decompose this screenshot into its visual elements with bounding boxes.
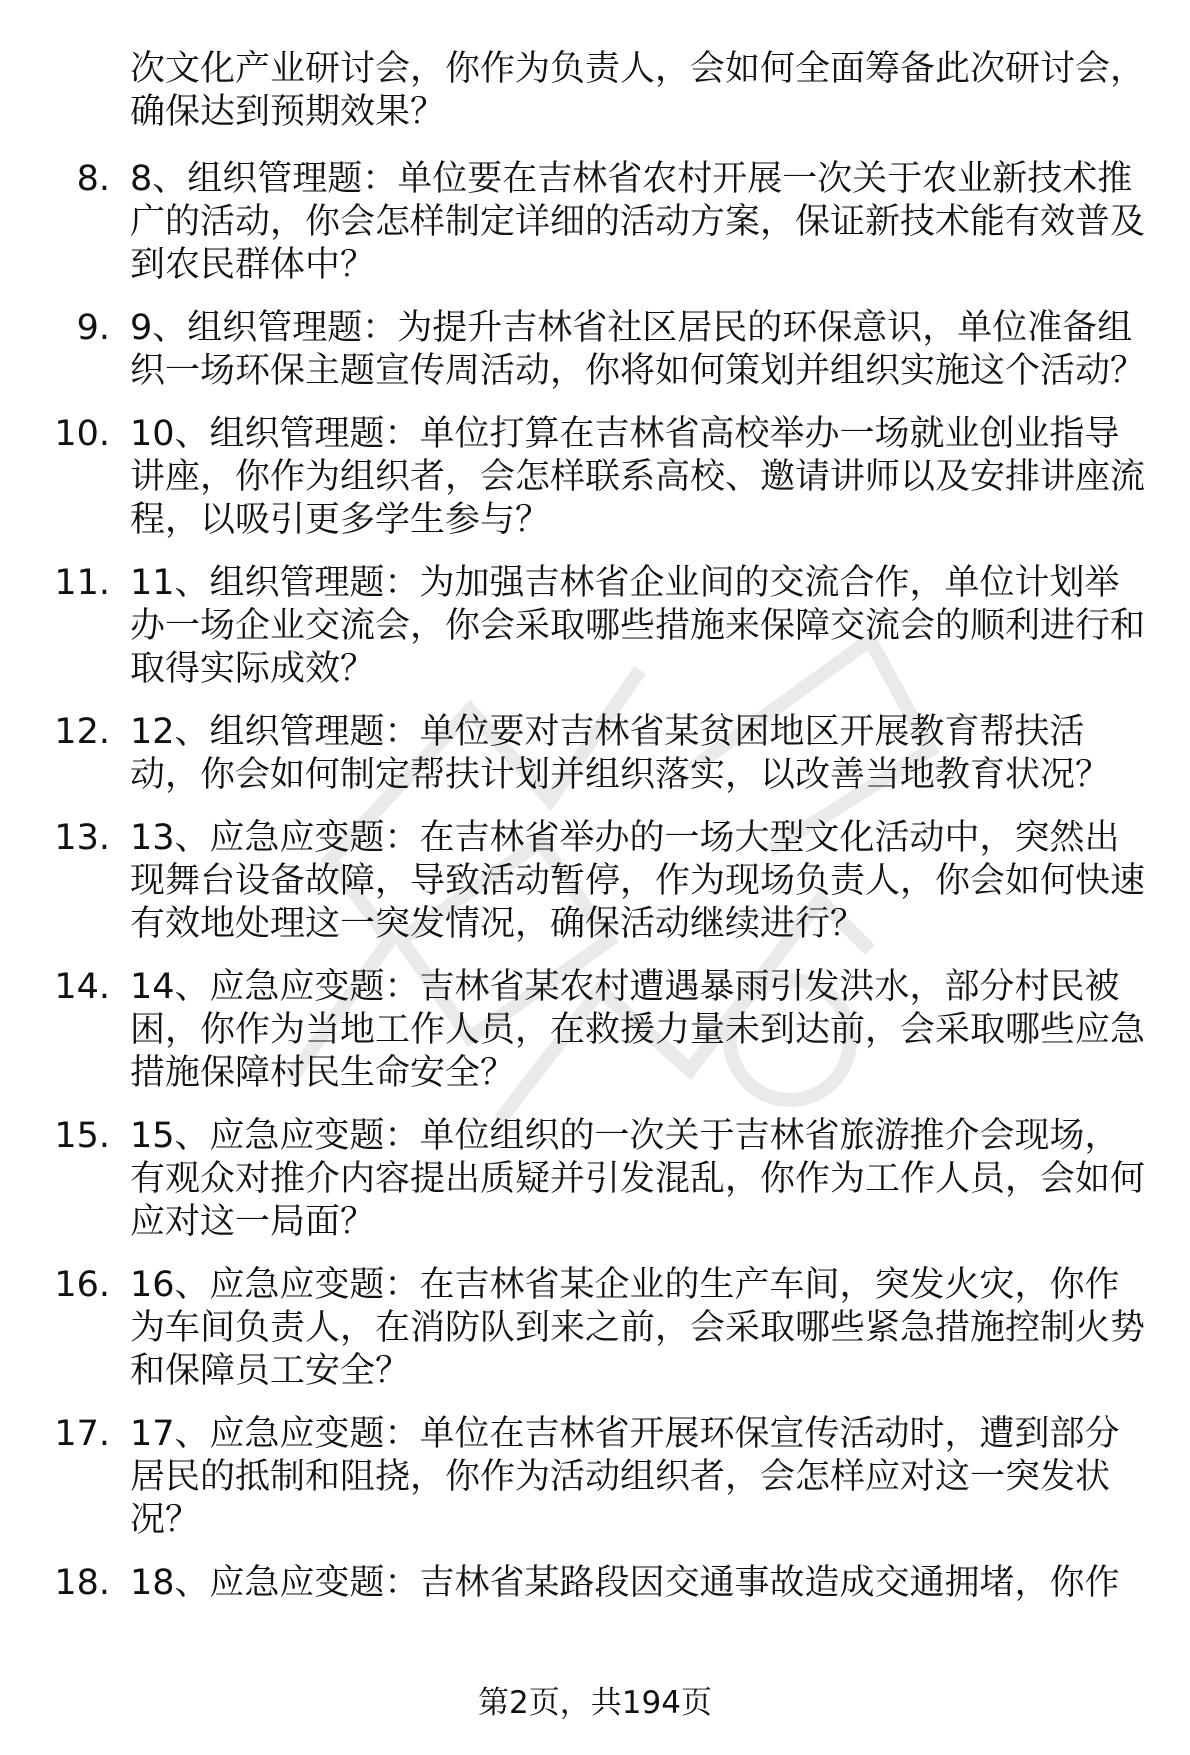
item-number: 13. <box>54 818 110 858</box>
item-number: 8. <box>76 159 110 199</box>
item-text: 14、应急应变题：吉林省某农村遭遇暴雨引发洪水，部分村民被困，你作为当地工作人员，在救援力量未到达前，会采取哪些应急措施保障村民生命安全？ <box>130 967 1146 1093</box>
list-item <box>0 966 1190 1095</box>
list-item <box>0 1562 1190 1605</box>
item-number: 9. <box>76 308 110 348</box>
item-text: 12、组织管理题：单位要对吉林省某贫困地区开展教育帮扶活动，你会如何制定帮扶计划并组织落实，以改善当地教育状况？ <box>130 712 1111 795</box>
list-item <box>0 1264 1190 1393</box>
item-text: 17、应急应变题：单位在吉林省开展环保宣传活动时，遭到部分居民的抵制和阻挠，你作为活动组织者，会怎样应对这一突发状况？ <box>130 1414 1120 1540</box>
list-item <box>0 562 1190 691</box>
list-item <box>0 1115 1190 1244</box>
item-number: 16. <box>54 1265 110 1305</box>
item-text: 18、应急应变题：吉林省某路段因交通事故造成交通拥堵，你作 <box>130 1563 1120 1603</box>
item-text: 11、组织管理题：为加强吉林省企业间的交流合作，单位计划举办一场企业交流会，你会采取哪些措施来保障交流会的顺利进行和取得实际成效？ <box>130 563 1146 689</box>
item-text: 10、组织管理题：单位打算在吉林省高校举办一场就业创业指导讲座，你作为组织者，会怎样联系高校、邀请讲师以及安排讲座流程，以吸引更多学生参与？ <box>130 414 1146 540</box>
list-item <box>0 711 1190 797</box>
question-list <box>0 158 1190 1625</box>
list-item <box>0 307 1190 393</box>
item-number: 17. <box>54 1414 110 1454</box>
item-text: 16、应急应变题：在吉林省某企业的生产车间，突发火灾，你作为车间负责人，在消防队到来之前，会采取哪些紧急措施控制火势和保障员工安全？ <box>130 1265 1146 1391</box>
item-number: 15. <box>54 1116 110 1156</box>
list-item <box>0 413 1190 542</box>
item-text: 15、应急应变题：单位组织的一次关于吉林省旅游推介会现场，有观众对推介内容提出质疑并引发混乱，你作为工作人员，会如何应对这一局面？ <box>130 1116 1146 1242</box>
item-number: 11. <box>54 563 110 603</box>
item-text: 9、组织管理题：为提升吉林省社区居民的环保意识，单位准备组织一场环保主题宣传周活动，你将如何策划并组织实施这个活动？ <box>130 308 1146 391</box>
list-item <box>0 158 1190 287</box>
item-number: 14. <box>54 967 110 1007</box>
item-number: 10. <box>54 414 110 454</box>
item-number: 12. <box>54 712 110 752</box>
list-item <box>0 817 1190 946</box>
page-footer: 第2页，共194页 <box>478 1685 712 1721</box>
item-number: 18. <box>54 1563 110 1603</box>
item-text: 8、组织管理题：单位要在吉林省农村开展一次关于农业新技术推广的活动，你会怎样制定详细的活动方案，保证新技术能有效普及到农民群体中？ <box>130 159 1146 285</box>
item-text: 13、应急应变题：在吉林省举办的一场大型文化活动中，突然出现舞台设备故障，导致活动暂停，作为现场负责人，你会如何快速有效地处理这一突发情况，确保活动继续进行？ <box>130 818 1146 944</box>
continued-question-text: 次文化产业研讨会，你作为负责人，会如何全面筹备此次研讨会，确保达到预期效果？ <box>130 49 1146 132</box>
list-item <box>0 1413 1190 1542</box>
